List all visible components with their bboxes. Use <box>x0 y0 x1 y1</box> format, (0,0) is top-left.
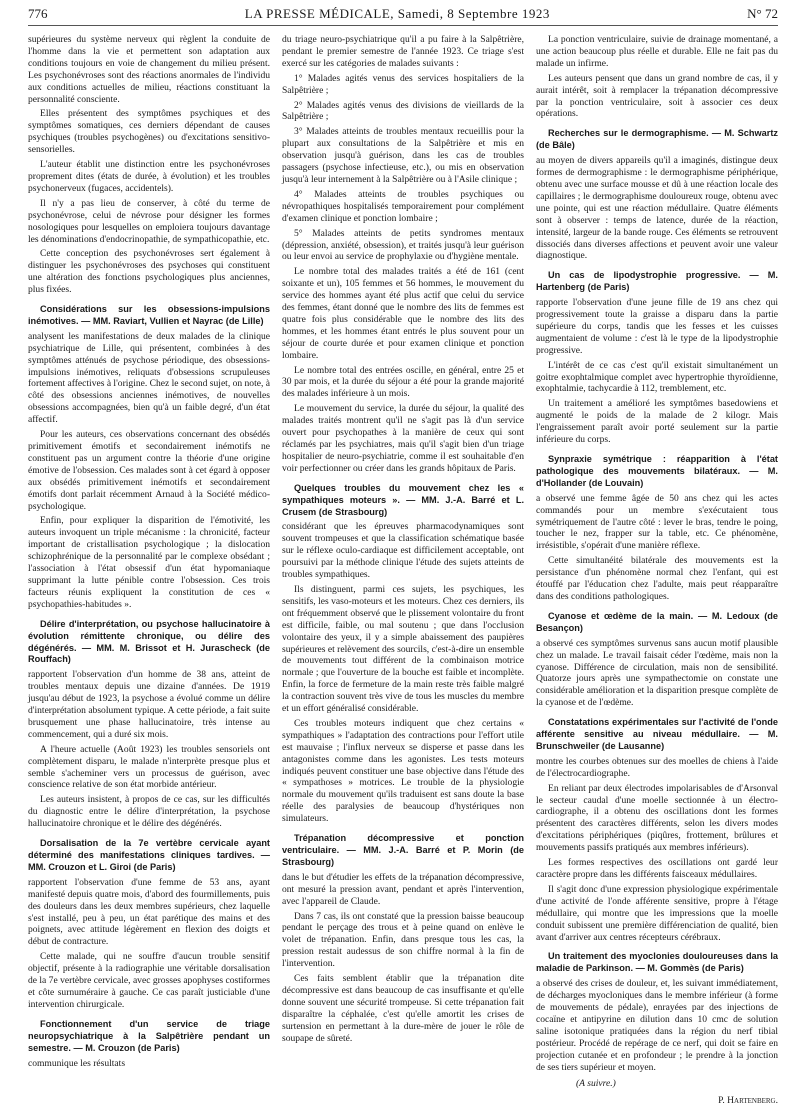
list-item: 4° Malades atteints de troubles psychiques ou névropathiques hospitalisés temporairement pour complément d'examen clinique et ponction lombaire ; <box>282 188 524 224</box>
paragraph: du triage neuro-psychiatrique qu'il a pu faire à la Salpêtrière, pendant le premier semestre de l'année 1923. Ce triage s'est exercé sur les catégories de malades suivants : <box>282 34 524 69</box>
paragraph: au moyen de divers appareils qu'il a imaginés, distingue deux formes de dermographisme : le dermographisme périphérique, obtenu avec une surface mousse et dû à une réaction locale des capillaires ; le dermographisme douloureux rouge, obtenu avec une pointe, qui est une réaction médullaire. Quatre éléments sont à observer : temps de latence, durée de la réaction, intensité, largeur de la bande rouge. Ces éléments se retrouvent dissociés dans diverses affections et peuvent avoir une valeur diagnostique. <box>536 155 778 262</box>
paragraph: communique les résultats <box>28 1057 126 1069</box>
section-heading: Dorsalisation de la 7e vertèbre cervicale ayant déterminé des manifestations cliniques tardives. — MM. Crouzon et L. Giroi (de Paris) <box>28 838 270 872</box>
section-heading: Fonctionnement d'un service de triage neuropsychiatrique à la Salpêtrière pendant un semestre. — M. Crouzon (de Paris) <box>28 1018 270 1053</box>
paragraph: Les formes respectives des oscillations ont gardé leur caractère propre dans les différents faisceaux médullaires. <box>536 857 778 880</box>
paragraph: analysent les manifestations de deux malades de la clinique psychiatrique de Lille, qui présentent, combinées à des symptômes atténués de psychose périodique, des obsessions-impulsions inémotives, reliquats d'obsessions scrupuleuses fortement affectives à l'origine. Chez le second sujet, on note, à côté des obsessions anciennes inémotives, de nouvelles obsessions accompagnées, bien qu'à un faible degré, d'un état affectif. <box>28 330 270 426</box>
section-heading: Recherches sur le dermographisme. — M. Schwartz (de Bâle) <box>536 128 778 151</box>
paragraph: considérant que les épreuves pharmacodynamiques sont souvent trompeuses et que la classification schématique basée sur le réflexe oculo-cardiaque est difficilement acceptable, ont poursuivi par la méthode clinique l'étude des sujets atteints de troubles sympathiques. <box>282 521 524 581</box>
list-item: 1° Malades agités venus des services hospitaliers de la Salpêtrière ; <box>282 72 524 96</box>
paragraph: rapporte l'observation d'une jeune fille de 19 ans chez qui progressivement toute la graisse a disparu dans la partie supérieure du corps, tandis que les fesses et les cuisses augmentaient de volume : c'est là le type de la lipodystrophie progressive. <box>536 297 778 356</box>
section-heading: Cyanose et œdème de la main. — M. Ledoux (de Besançon) <box>536 610 778 633</box>
section-heading: Un traitement des myoclonies douloureuses dans la maladie de Parkinson. — M. Gommès (de Paris) <box>536 951 778 974</box>
paragraph: La ponction ventriculaire, suivie de drainage momentané, a une action beaucoup plus réelle et durable. Elle ne fait pas du malade un infirme. <box>536 34 778 69</box>
paragraph: a observé une femme âgée de 50 ans chez qui les actes commandés pour un membre s'exécutaient tous symétriquement de l'autre côté : lever le bras, tendre le poing, toucher le nez, frapper sur la table, etc. Ce phénomène, irrésistible, s'opérait d'une manière réflexe. <box>536 492 778 552</box>
to-be-continued: (A suivre.) <box>576 1077 616 1089</box>
paragraph: En reliant par deux électrodes impolarisables de d'Arsonval le secteur caudal d'une moelle sectionnée à un électro-cardiographe, il a obtenu des oscillations dont les formes présentent des caractères différents, selon les divers modes d'excitations périphériques (piqûres, frottement, brûlures et mouvements passifs pratiqués aux membres inférieurs). <box>536 782 778 854</box>
paragraph: montre les courbes obtenues sur des moelles de chiens à l'aide de l'électrocardiographe. <box>536 755 778 779</box>
section-heading: Quelques troubles du mouvement chez les « sympathiques moteurs ». — MM. J.-A. Barré et L. Crusem (de Strasbourg) <box>282 482 524 517</box>
paragraph: dans le but d'étudier les effets de la trépanation décompressive, ont mesuré la pression avant, pendant et après l'intervention, avec l'appareil de Claude. <box>282 871 524 907</box>
paragraph: Les auteurs pensent que dans un grand nombre de cas, il y aurait intérêt, soit à remplacer la trépanation décompressive par la ponction ventriculaire, soit à associer ces deux opérations. <box>536 72 778 120</box>
paragraph: supérieures du système nerveux qui règlent la conduite de l'homme dans la vie et permettent son adaptation aux conditions toujours en voie de changement du milieu présent. Les psychonévroses sont des réactions anormales de l'individu aux conditions actuelles de milieu, réactions constituant la personnalité consciente. <box>28 34 270 105</box>
paragraph: Ils distinguent, parmi ces sujets, les psychiques, les sensitifs, les vaso-moteurs et les moteurs. Chez ces derniers, ils ont fréquemment observé que le plissement volontaire du front est difficile, faible, ou mal soutenu ; que dans l'occlusion volontaire des yeux, il y a simple abaissement des paupières supérieures et relèvement des sourcils, c'est-à-dire un ensemble de mouvements tout différent de la combinaison motrice normale ; que l'ouverture de la bouche est faible et incomplète. Enfin, la force de fermeture de la main reste très faible malgré la contraction souvent très vive de tous les muscles du membre et un effort généralisé considérable. <box>282 583 524 715</box>
paragraph: Il n'y a pas lieu de conserver, à côté du terme de psychonévrose, celui de névrose pour désigner les formes nosologiques pour lesquelles on emploiera toujours davantage les dénominations d'endocrinopathie, de sympathicopathie, etc. <box>28 197 270 245</box>
paragraph: L'auteur établit une distinction entre les psychonévroses proprement dites (états de durée, à évolution) et les troubles psychonerveux (fugaces, accidentels). <box>28 159 270 194</box>
section-heading: Délire d'interprétation, ou psychose hallucinatoire à évolution rémittente chronique, ou délire des dégénérés. — MM. M. Brissot et H. Jurascheck (de Rouffach) <box>28 618 270 665</box>
paragraph: Enfin, pour expliquer la disparition de l'émotivité, les auteurs invoquent un triple mécanisme : la chronicité, facteur important de cristallisation psychologique ; la dislocation schizophrénique de la personnalité par le complexe obsédant ; l'association à l'état obsessif d'un état hypomaniaque supprimant la lutte pénible contre l'obsession. Ces trois facteurs réunis expliquent la constitution de ces « psychopathies-habitudes ». <box>28 515 270 610</box>
paragraph: Dans 7 cas, ils ont constaté que la pression baisse beaucoup pendant le perçage des trous et à peine quand on enlève le volet de trépanation. Enfin, dans presque tous les cas, la pression restait audessus de son chiffre normal à la fin de l'intervention. <box>282 910 524 970</box>
paragraph: L'intérêt de ce cas c'est qu'il existait simultanément un goitre exophtalmique complet avec hypertrophie thyroïdienne, exophtalmie, tachycardie à 112, tremblement, etc. <box>536 359 778 395</box>
section-heading: Un cas de lipodystrophie progressive. — M. Hartenberg (de Paris) <box>536 270 778 293</box>
paragraph: Ces faits semblent établir que la trépanation dite décompressive est dans beaucoup de cas insuffisante et qu'elle donne souvent une sécurité trompeuse. Si cette trépanation fait disparaître la céphalée, c'est qu'elle amortit les crises de surtension en permettant à la dure-mère de jouer le rôle de soupape de sûreté. <box>282 973 524 1044</box>
paragraph: Il s'agit donc d'une expression physiologique expérimentale d'une activité de l'onde afférente sensitive, propre à l'étage médullaire, qui montre que les impressions que la moelle conduit subissent une première différenciation de qualité, bien avant d'arriver aux centres récepteurs cérébraux. <box>536 883 778 943</box>
paragraph: Le mouvement du service, la durée du séjour, la qualité des malades traités montrent qu'il ne s'agit pas là d'un service ouvert pour psychopathes à la manière de ceux qui sont réclamés par les psychiatres, mais qu'il s'agit bien d'un triage hospitalier de neuro-psychiatrie, comme il est souhaitable d'en voir perfectionner ou créer dans les grands hôpitaux de Paris. <box>282 403 524 474</box>
page-number: 776 <box>28 6 48 21</box>
paragraph: Les auteurs insistent, à propos de ce cas, sur les difficultés du diagnostic entre le délire d'interprétation, la psychose hallucinatoire chronique et le délire des dégénérés. <box>28 794 270 830</box>
paragraph: Le nombre total des malades traités a été de 161 (cent soixante et un), 105 femmes et 56 hommes, le mouvement du service des hommes ayant été plus actif que celui du service des femmes, étant donné que le nombre des lits de femmes est quatre fois plus considérable que le nombre des lits des hommes, et les hommes étant entrés le plus souvent pour un séjour de courte durée et pour examen clinique et ponction lombaire. <box>282 266 524 361</box>
paragraph: Cette conception des psychonévroses sert également à distinguer les psychonévroses des psychoses qui constituent une altération des fonctions psychologiques plus anciennes, plus fixées. <box>28 248 270 296</box>
section-heading: Considérations sur les obsessions-impulsions inémotives. — MM. Raviart, Vullien et Nayrac (de Lille) <box>28 304 270 326</box>
paragraph: Un traitement a amélioré les symptômes basedowiens et augmenté le poids de la malade de 2 kilogr. Mais l'engraissement paraît avoir porté seulement sur la partie inférieure du corps. <box>536 398 778 446</box>
paragraph: Pour les auteurs, ces observations concernant des obsédés primitivement émotifs et secondairement inémotifs ne constituent pas un argument contre la théorie d'une origine émotive de l'obsession. Ces malades sont à cet égard à opposer aux obsédés primitivement inémotifs et secondairement émotifs dont parlait récemment Arnaud à la Société médico-psychologique. <box>28 429 270 512</box>
section-heading: Trépanation décompressive et ponction ventriculaire. — MM. J.-A. Barré et P. Morin (de Strasbourg) <box>282 833 524 867</box>
issue-number: N° 72 <box>747 6 778 21</box>
paragraph: rapportent l'observation d'une femme de 53 ans, ayant manifesté depuis quatre mois, d'abord des fourmillements, puis des douleurs dans les deux membres supérieurs, chez laquelle s'est installé, peu à peu, un état parétique des mains et des poignets, avec attitude légèrement en flexion des doigts et début de contracture. <box>28 876 270 948</box>
paragraph: a observé des crises de douleur, et, les suivant immédiatement, de décharges myocloniques dans le membre inférieur (à forme de mouvements de pédale), enrayées par des injections de cocaïne et antipyrine en dilution dans 10 cmc de solution saline isotonique pratiquées dans la région du nerf tibial postérieur. Procédé de repérage de ce nerf, qui doit se faire en projection cutanée et en profondeur ; le prendre à la jonction de ses tiers supérieur et moyen. <box>536 978 778 1073</box>
journal-title: LA PRESSE MÉDICALE, Samedi, 8 Septembre 1923 <box>244 6 550 21</box>
section-heading: Synpraxie symétrique : réapparition à l'état pathologique des mouvements bilatéraux. — M. d'Hollander (de Louvain) <box>536 454 778 488</box>
paragraph: rapportent l'observation d'un homme de 38 ans, atteint de troubles mentaux depuis une dizaine d'années. De 1919 jusqu'au début de 1923, la psychose a évolué comme un délire d'interprétation absolument typique. A cette période, a fait suite brusquement une phase hallucinatoire, très intense au commencement, qui a duré six mois. <box>28 669 270 740</box>
paragraph: Le nombre total des entrées oscille, en général, entre 25 et 30 par mois, et la durée du séjour a été pour la grande majorité des malades inférieure à un mois. <box>282 364 524 400</box>
column-3 <box>536 34 778 1107</box>
paragraph: Ces troubles moteurs indiquent que chez certains « sympathiques » l'adaptation des contractions pour l'effort utile est mauvaise ; l'influx nerveux se disperse et passe dans les antagonistes comme dans les agonistes. Les tests moteurs indiqués peuvent constituer une base objective dans l'étude des « sympathoses » motrices. Le trouble de la physiologie normale du mouvement qu'ils traduisent est sans doute la base réelle des paralysies de beaucoup d'hystériques non simulateurs. <box>282 717 524 825</box>
page-header <box>28 6 778 26</box>
paragraph: a observé ces symptômes survenus sans aucun motif plausible chez un malade. Le travail faisait céder l'œdème, mais non la cyanose. Différence de circulation, mais non de sensibilité. Quatorze jours après une sympathectomie on constate une considérable amélioration et la disparition presque complète de la cyanose et de l'œdème. <box>536 637 778 709</box>
list-item: 3° Malades atteints de troubles mentaux recueillis pour la plupart aux consultations de la Salpêtrière et mis en observation jusqu'à guérison, dans les cas de troubles passagers (psychose infectieuse, etc.), ou mis en observation jusqu'à leur internement à la Salpêtrière ou à l'Asile clinique ; <box>282 126 524 185</box>
paragraph: Cette simultanéité bilatérale des mouvements est la persistance d'un phénomène normal chez l'enfant, qui est étouffé par l'éducation chez l'adulte, mais peut réapparaître dans des conditions pathologiques. <box>536 555 778 602</box>
author-signature: P. Hartenberg. <box>718 1095 778 1107</box>
column-2 <box>282 34 524 1074</box>
list-item: 2° Malades agités venus des divisions de vieillards de la Salpêtrière ; <box>282 99 524 123</box>
section-heading: Constatations expérimentales sur l'activité de l'onde afférente sensitive au niveau médullaire. — M. Brunschweiler (de Lausanne) <box>536 717 778 751</box>
paragraph: Cette malade, qui ne souffre d'aucun trouble sensitif objectif, présente à la radiographie une véritable dorsalisation de la 7e vertèbre cervicale, avec grosses apophyses costiformes et côte surnuméraire à gauche. Ce cas paraît justiciable d'une intervention chirurgicale. <box>28 951 271 1010</box>
paragraph: Elles présentent des symptômes psychiques et des symptômes somatiques, ces derniers dépendant de causes psychiques (troubles psychogènes) ou d'excitations sensitivo-sensorielles. <box>28 108 270 156</box>
paragraph: A l'heure actuelle (Août 1923) les troubles sensoriels ont complètement disparu, le malade n'interprète presque plus et semble s'acheminer vers un processus de guérison, avec conscience relative de son état morbide antérieur. <box>28 743 270 791</box>
list-item: 5° Malades atteints de petits syndromes mentaux (dépression, anxiété, obsession), et traités jusqu'à leur guérison ou leur envoi au service de prophylaxie ou d'hygiène mentale. <box>282 227 524 263</box>
column-1 <box>28 34 270 1074</box>
